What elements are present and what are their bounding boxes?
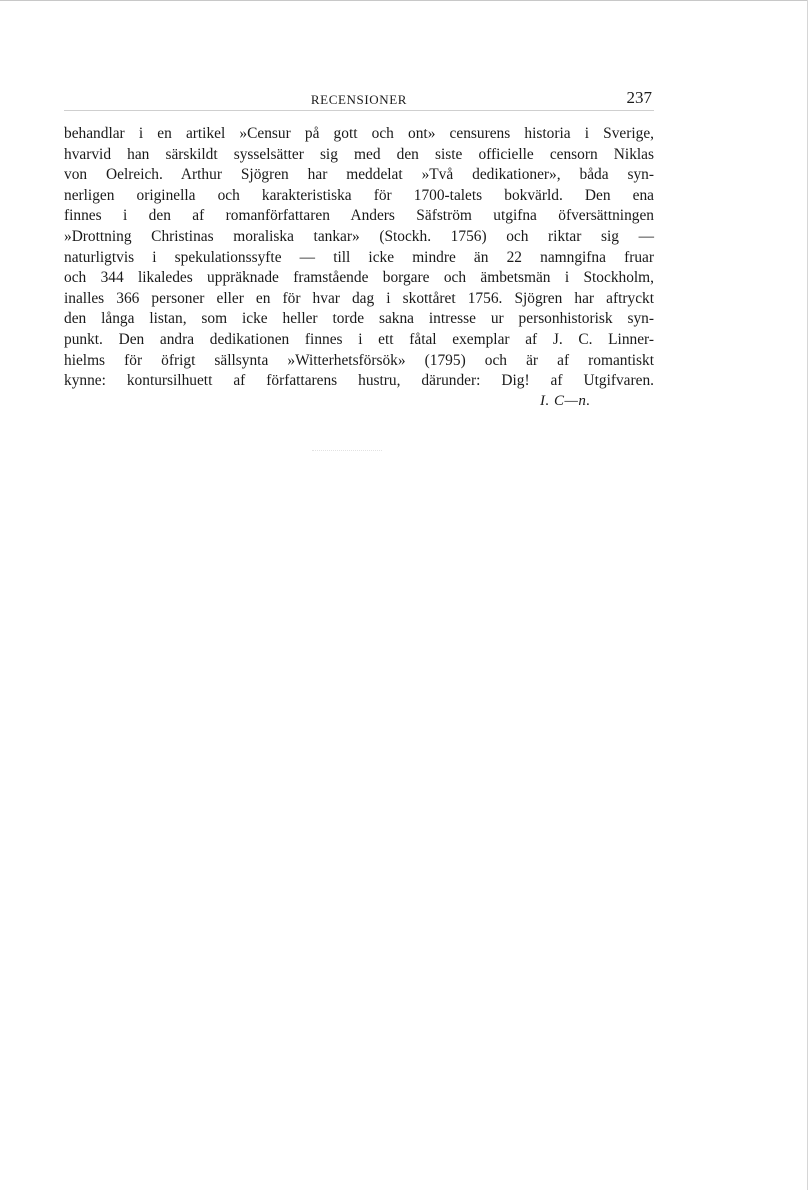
text-line: »Drottning Christinas moraliska tankar» (Stockh. 1756) och riktar sig — [64, 227, 654, 245]
text-line: den långa listan, som icke heller torde sakna intresse ur personhistorisk syn- [64, 310, 654, 328]
page-number: 237 [626, 88, 652, 107]
text-line: hvarvid han särskildt sysselsätter sig med den siste officielle censorn Niklas [64, 145, 654, 163]
text-line: naturligtvis i spekulationssyfte — till icke mindre än 22 namngifna fruar [64, 248, 654, 266]
text-line: finnes i den af romanförfattaren Anders Säfström utgifna öfversättningen [64, 207, 654, 225]
text-line: hielms för öfrigt sällsynta »Witterhetsförsök» (1795) och är af romantiskt [64, 351, 654, 369]
text-line: behandlar i en artikel »Censur på gott och ont» censurens historia i Sverige, [64, 125, 654, 142]
text-line: von Oelreich. Arthur Sjögren har meddelat »Två dedikationer», båda syn- [64, 166, 654, 184]
text-line: och 344 likaledes uppräknade framstående borgare och ämbetsmän i Stockholm, [64, 269, 654, 287]
text-line: punkt. Den andra dedikationen finnes i ett fåtal exemplar af J. C. Linner- [64, 330, 654, 348]
author-signature: I. C—n. [540, 393, 591, 409]
running-header-title: RECENSIONER [310, 92, 408, 107]
review-paragraph [64, 124, 654, 392]
header-rule [64, 110, 654, 111]
running-header [64, 88, 654, 110]
scan-artifact [312, 450, 382, 452]
scan-edge-top [0, 0, 808, 1]
text-line: inalles 366 personer eller en för hvar dag i skottåret 1756. Sjögren har aftryckt [64, 289, 654, 307]
text-line: nerligen originella och karakteristiska för 1700-talets bokvärld. Den ena [64, 186, 654, 204]
text-line: kynne: kontursilhuett af författarens hustru, därunder: Dig! af Utgifvaren. [64, 372, 654, 390]
